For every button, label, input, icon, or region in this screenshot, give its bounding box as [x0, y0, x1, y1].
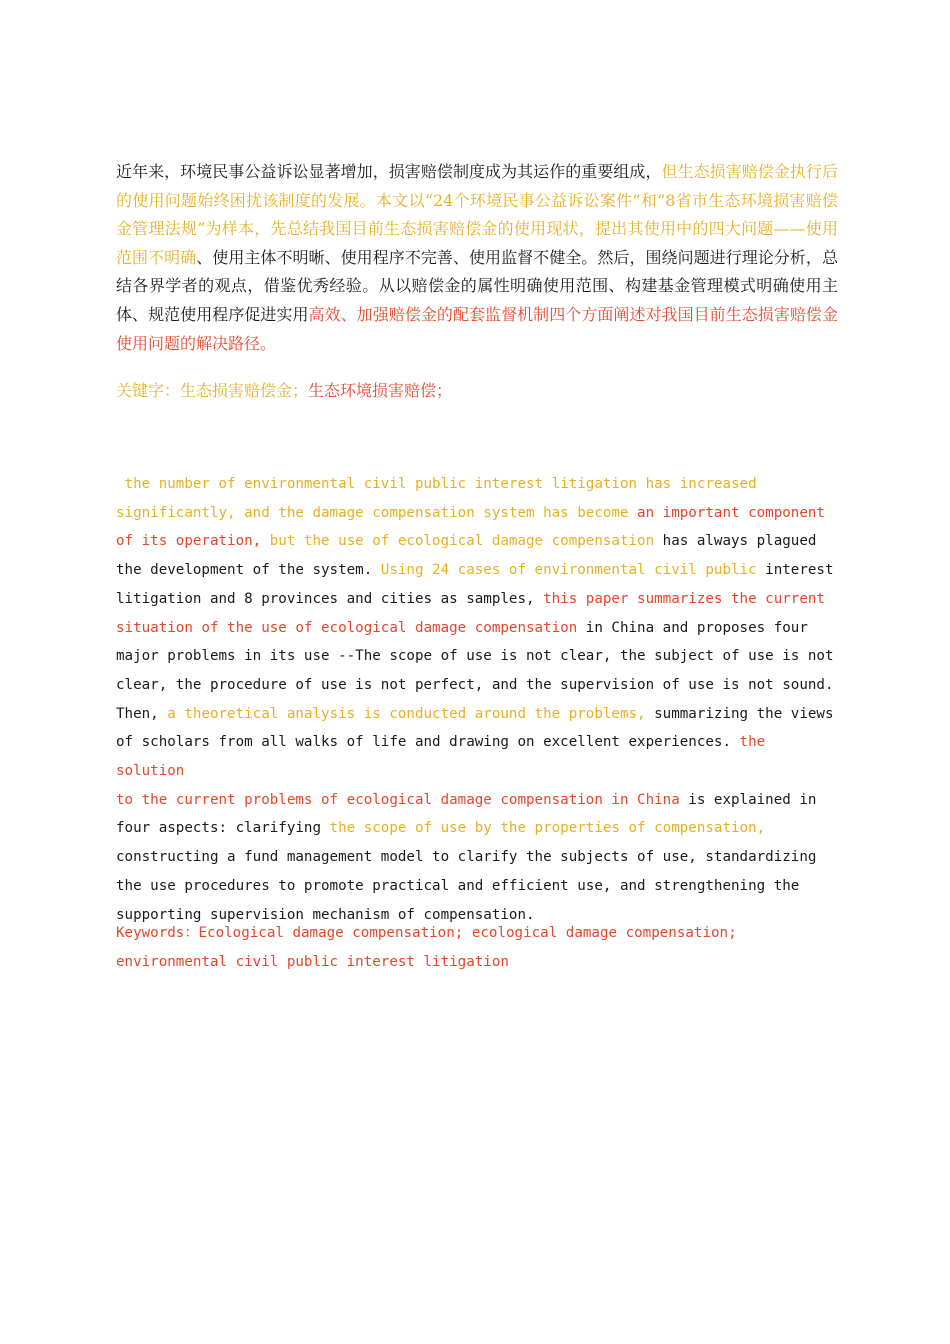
abstract-en-segment: Using 24 cases of environmental civil public	[380, 562, 766, 579]
keywords-cn-segment: 生态环境损害赔偿；	[308, 381, 453, 400]
english-keywords	[116, 919, 836, 976]
abstract-en-segment: interest litigation and 8 provinces and cities as samples,	[116, 562, 834, 607]
abstract-en-segment: the solution to the current problems of ecological damage compensation in China	[116, 734, 766, 808]
abstract-cn-segment: 高效、加强赔偿金的配套监督机制四个方面阐述对我国目前生态损害赔偿金使用问题的解决路径。	[116, 304, 838, 353]
chinese-keywords	[116, 377, 838, 406]
abstract-en-segment: this paper summarizes the current situation of the use of ecological damage compensation	[116, 590, 825, 636]
abstract-cn-segment: 近年来，环境民事公益诉讼显著增加，损害赔偿制度成为其运作的重要组成，	[116, 162, 662, 181]
abstract-en-segment: constructing a fund management model to clarify the subjects of use, standardizing the use procedures to promote practical and efficient use, and strengthening the supporting supervision mechanism of compensation.	[116, 849, 817, 923]
abstract-cn-segment: 但生态损害赔偿金执行后的使用问题始终困扰该制度的发展。本文以“24个环境民事公益诉讼案件”和“8省市生态环境损害赔偿金管理法规”为样本，先总结我国目前生态损害赔偿金的使用现状，提出其使用中的四大问题——使用范围不明确	[116, 162, 838, 267]
abstract-en-segment: a theoretical analysis is conducted around the problems,	[167, 705, 655, 722]
keywords-en-segment: Keywords：Ecological damage compensation; ecological damage compensation; environmental civil public interest litigation	[116, 925, 737, 970]
abstract-en-segment: has always plagued the development of the system.	[116, 533, 817, 579]
abstract-en-segment: in China and proposes four major problems in its use --The scope of use is not clear, the subject of use is not clear, the procedure of use is not perfect, and the supervision of use is not sound. Then,	[116, 619, 834, 722]
abstract-en-segment: an important component of its operation,	[116, 504, 825, 550]
abstract-en-segment: summarizing the views of scholars from all walks of life and drawing on excellent experiences.	[116, 705, 834, 751]
abstract-en-segment: the number of environmental civil public interest litigation has increased significantly, and the damage compensation system has become	[116, 476, 757, 521]
abstract-en-segment: is explained in four aspects: clarifying	[116, 791, 817, 837]
english-abstract	[116, 470, 836, 929]
chinese-abstract	[116, 158, 838, 358]
abstract-cn-segment: 、使用主体不明晰、使用程序不完善、使用监督不健全。然后，围绕问题进行理论分析，总结各界学者的观点，借鉴优秀经验。从以赔偿金的属性明确使用范围、构建基金管理模式明确使用主体、规范使用程序促进实用	[116, 247, 838, 324]
abstract-en-segment: the scope of use by the properties of compensation,	[329, 820, 766, 837]
abstract-en-segment: but the use of ecological damage compensation	[269, 533, 663, 550]
keywords-cn-segment: 关键字：生态损害赔偿金；	[116, 381, 309, 400]
